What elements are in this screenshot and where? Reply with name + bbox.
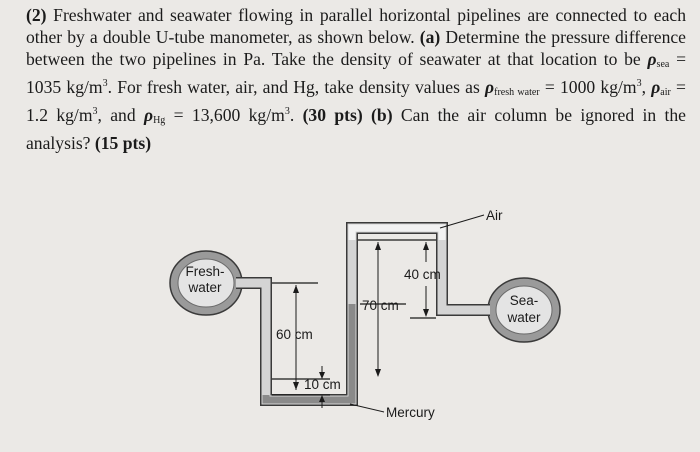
and-text: and (110, 105, 136, 125)
rho-symbol: ρ (485, 77, 495, 97)
seawater-label: water (507, 310, 541, 325)
dimension-60-label: 60 cm (276, 327, 313, 342)
points-a: (30 pts) (302, 105, 363, 125)
separator: , (97, 105, 102, 125)
freshwater-label: Fresh- (185, 264, 225, 279)
fresh-density: = 1000 kg/m (544, 77, 637, 97)
arrowhead (293, 285, 299, 293)
seawater-label: Sea- (509, 293, 539, 308)
dimension-10-label: 10 cm (304, 377, 341, 392)
fresh-subscript: fresh water (494, 87, 540, 98)
arrowhead (423, 309, 429, 317)
period: . (289, 105, 295, 125)
air-density: = 1.2 kg/m (26, 77, 686, 125)
dimension-70-label: 70 cm (362, 298, 399, 313)
part-a-text: Determine the pressure difference between the two pipelines in Pa. Take the density of seawater at that location to be (26, 27, 686, 69)
hg-density: = 13,600 kg/m (173, 105, 285, 125)
mercury-label: Mercury (386, 405, 435, 420)
separator: , (641, 77, 646, 97)
air-label: Air (486, 208, 503, 223)
exponent: 3 (636, 78, 642, 90)
problem-intro: Freshwater and seawater flowing in parallel horizontal pipelines are connected to each other by a double U-tube manometer, as shown below. (26, 5, 686, 47)
exponent: 3 (92, 106, 98, 118)
exponent: 3 (102, 78, 108, 90)
air-leader (440, 215, 484, 228)
rho-symbol: ρ (647, 49, 657, 69)
hg-subscript: Hg (153, 115, 166, 126)
rho-symbol: ρ (144, 105, 154, 125)
exponent: 3 (284, 106, 290, 118)
sea-subscript: sea (656, 59, 670, 70)
part-b-tag: (b) (371, 105, 393, 125)
arrowhead (423, 242, 429, 250)
freshwater-label: water (188, 280, 222, 295)
air-subscript: air (660, 87, 671, 98)
arrowhead (375, 242, 381, 250)
points-b: (15 pts) (94, 133, 152, 153)
problem-number: (2) (26, 5, 47, 25)
sea-density: = 1035 kg/m (26, 49, 686, 97)
arrowhead (293, 382, 299, 390)
rho-symbol: ρ (651, 77, 661, 97)
part-b-text: Can the air column be ignored in the analysis? (26, 105, 686, 153)
dimension-40-label: 40 cm (404, 267, 441, 282)
part-a-tag: (a) (419, 27, 441, 47)
arrowhead (375, 369, 381, 377)
fresh-intro: . For fresh water, air, and Hg, take density values as (107, 77, 480, 97)
mercury-leader (350, 404, 384, 412)
tube-fill (236, 228, 490, 400)
